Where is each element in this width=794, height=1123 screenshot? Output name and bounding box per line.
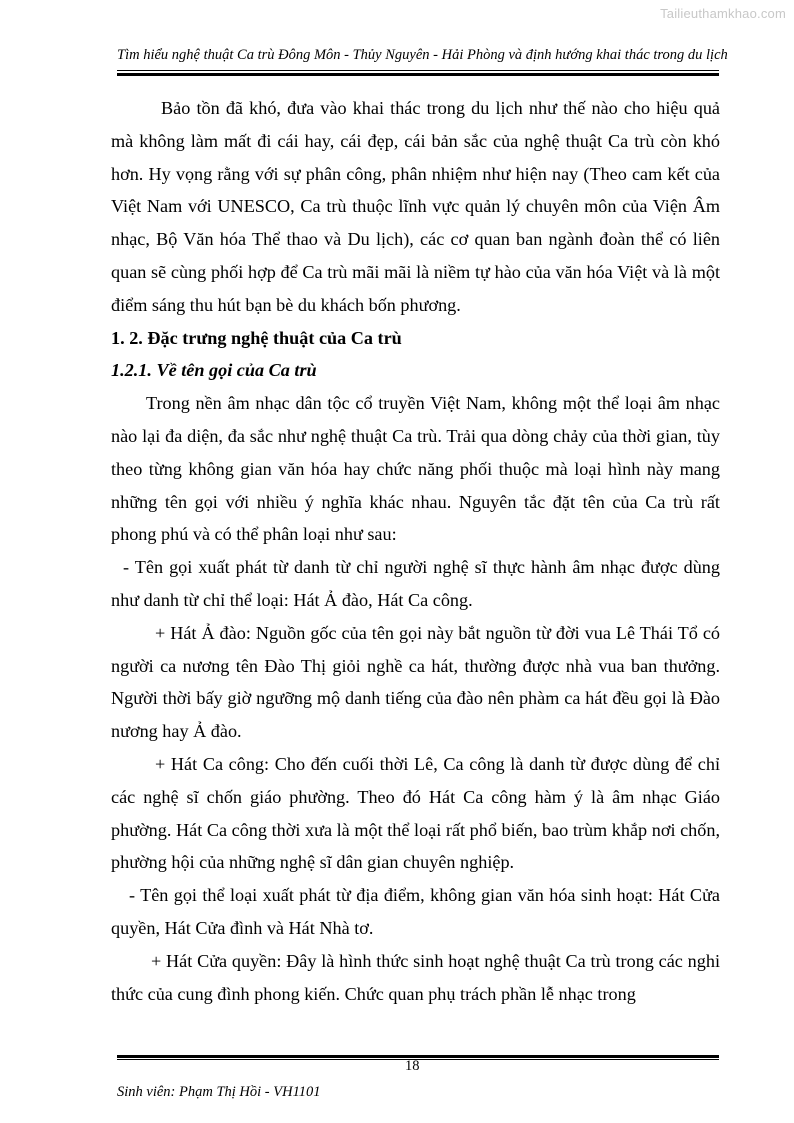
paragraph-intro: Trong nền âm nhạc dân tộc cổ truyền Việt Nam, không một thể loại âm nhạc nào lại đa diện, đa sắc như nghệ thuật Ca trù. Trải qua dòng chảy của thời gian, tùy theo từng không gian văn hóa hay chức năng phối thuộc mà loại hình này mang những tên gọi với nhiều ý nghĩa khác nhau. Nguyên tắc đặt tên của Ca trù rất phong phú và có thể phân loại như sau: <box>111 393 720 545</box>
list-item-hat-ca-cong: + Hát Ca công: Cho đến cuối thời Lê, Ca công là danh từ được dùng để chỉ các nghệ sĩ chốn giáo phường. Theo đó Hát Ca công hàm ý là âm nhạc Giáo phường. Hát Ca công thời xưa là một thể loại rất phổ biến, bao trùm khắp nơi chốn, phường hội của những nghệ sĩ dân gian chuyên nghiệp. <box>111 753 720 873</box>
section-heading: 1. 2. Đặc trưng nghệ thuật của Ca trù <box>111 327 402 348</box>
list-item-artist-names: - Tên gọi xuất phát từ danh từ chỉ người nghệ sĩ thực hành âm nhạc được dùng như danh từ chỉ thể loại: Hát Ả đào, Hát Ca công. <box>111 557 720 610</box>
page-body <box>111 92 720 1010</box>
subsection-heading: 1.2.1. Về tên gọi của Ca trù <box>111 360 317 381</box>
list-item-location-names: - Tên gọi thể loại xuất phát từ địa điểm, không gian văn hóa sinh hoạt: Hát Cửa quyền, Hát Cửa đình và Hát Nhà tơ. <box>111 885 720 938</box>
page-number: 18 <box>405 1058 420 1074</box>
running-header: Tìm hiểu nghệ thuật Ca trù Đông Môn - Thủy Nguyên - Hải Phòng và định hướng khai thác trong du lịch <box>117 47 728 63</box>
list-item-hat-cua-quyen: + Hát Cửa quyền: Đây là hình thức sinh hoạt nghệ thuật Ca trù trong các nghi thức của cung đình phong kiến. Chức quan phụ trách phần lễ nhạc trong <box>111 950 720 1004</box>
paragraph-preservation: Bảo tồn đã khó, đưa vào khai thác trong du lịch như thế nào cho hiệu quả mà không làm mất đi cái hay, cái đẹp, cái bản sắc của nghệ thuật Ca trù còn khó hơn. Hy vọng rằng với sự phân công, phân nhiệm như hiện nay (Theo cam kết của Việt Nam với UNESCO, Ca trù thuộc lĩnh vực quản lý chuyên môn của Viện Âm nhạc, Bộ Văn hóa Thể thao và Du lịch), các cơ quan ban ngành đoàn thể có liên quan sẽ cùng phối hợp để Ca trù mãi mãi là niềm tự hào của văn hóa Việt và là một điểm sáng thu hút bạn bè du khách bốn phương. <box>111 98 720 315</box>
header-rule <box>117 70 719 76</box>
footer-author: Sinh viên: Phạm Thị Hồi - VH1101 <box>117 1084 321 1100</box>
watermark: Tailieuthamkhao.com <box>660 6 786 21</box>
list-item-hat-a-dao: + Hát Ả đào: Nguồn gốc của tên gọi này bắt nguồn từ đời vua Lê Thái Tổ có người ca nương tên Đào Thị giỏi nghề ca hát, thường được nhà vua ban thưởng. Người thời bấy giờ ngưỡng mộ danh tiếng của đào nên phàm ca hát đều gọi là Đào nương hay Ả đào. <box>111 622 720 742</box>
